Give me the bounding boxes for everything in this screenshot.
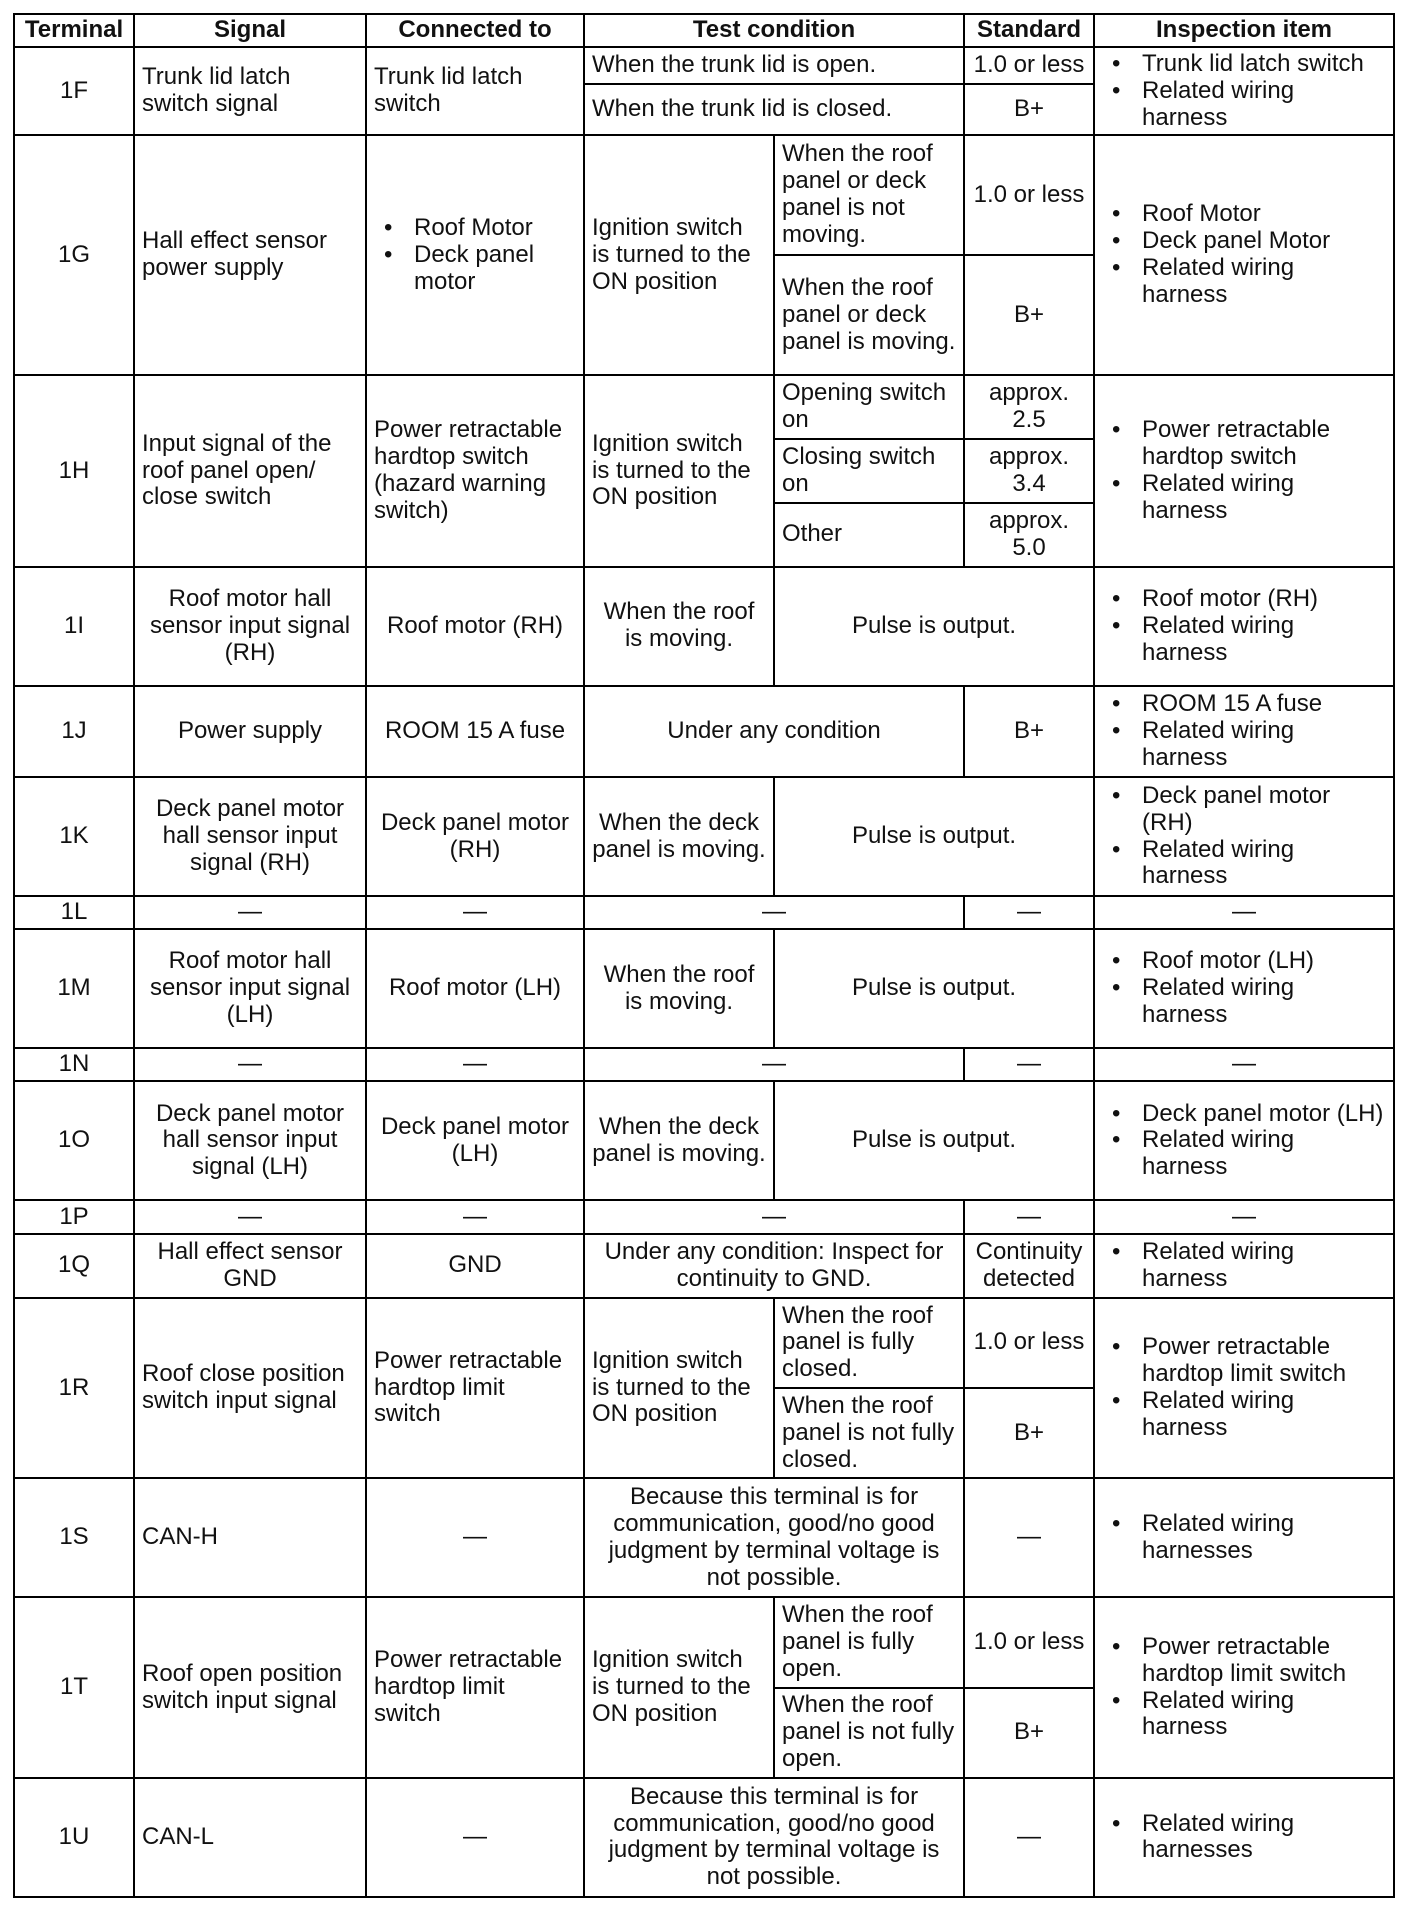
- test-cell: Ignition switch is turned to the ON position: [584, 375, 774, 567]
- terminal-cell: 1U: [14, 1778, 134, 1897]
- inspection-cell: [1094, 375, 1394, 567]
- standard-cell: B+: [964, 255, 1094, 375]
- signal-cell: —: [134, 1200, 366, 1233]
- subcondition-cell: When the roof panel is fully closed.: [774, 1298, 964, 1388]
- test-cell: Because this terminal is for communication, good/no good judgment by terminal voltage is not possible.: [584, 1478, 964, 1597]
- header-terminal: Terminal: [14, 14, 134, 47]
- standard-cell: B+: [964, 84, 1094, 136]
- row-1i: [14, 567, 1394, 686]
- inspection-item: • Related wiring harness: [1142, 471, 1386, 525]
- header-test: Test condition: [584, 14, 964, 47]
- standard-cell: Pulse is output.: [774, 1081, 1094, 1200]
- header-standard: Standard: [964, 14, 1094, 47]
- inspection-item: • Related wiring harness: [1142, 613, 1386, 667]
- subcondition-cell: When the roof panel is not fully closed.: [774, 1388, 964, 1478]
- row-1m: [14, 929, 1394, 1048]
- terminal-cell: 1H: [14, 375, 134, 567]
- signal-cell: Power supply: [134, 686, 366, 777]
- connected-cell: ROOM 15 A fuse: [366, 686, 584, 777]
- row-1o: [14, 1081, 1394, 1200]
- standard-cell: Continuity detected: [964, 1234, 1094, 1298]
- row-1f: [14, 47, 1394, 83]
- inspection-item: • Related wiring harness: [1142, 975, 1386, 1029]
- standard-cell: Pulse is output.: [774, 777, 1094, 896]
- connected-cell: Power retractable hardtop limit switch: [366, 1298, 584, 1479]
- test-cell: Under any condition: Inspect for continuity to GND.: [584, 1234, 964, 1298]
- inspection-cell: [1094, 135, 1394, 375]
- condition-cell: When the trunk lid is open.: [584, 47, 964, 83]
- terminal-cell: 1N: [14, 1048, 134, 1081]
- terminal-cell: 1S: [14, 1478, 134, 1597]
- connected-cell: —: [366, 1778, 584, 1897]
- inspection-item: • Power retractable hardtop limit switch: [1142, 1634, 1386, 1688]
- connected-cell: Power retractable hardtop limit switch: [366, 1597, 584, 1778]
- header-signal: Signal: [134, 14, 366, 47]
- inspection-item: • Related wiring harness: [1142, 1688, 1386, 1742]
- signal-cell: Trunk lid latch switch signal: [134, 47, 366, 135]
- signal-cell: Deck panel motor hall sensor input signal (RH): [134, 777, 366, 896]
- terminal-spec-table: [13, 13, 1395, 1898]
- test-cell: —: [584, 1048, 964, 1081]
- row-1t: [14, 1597, 1394, 1687]
- test-cell: Because this terminal is for communication, good/no good judgment by terminal voltage is not possible.: [584, 1778, 964, 1897]
- connected-cell: —: [366, 1048, 584, 1081]
- inspection-item: • Related wiring harness: [1142, 1388, 1386, 1442]
- inspection-item: • Related wiring harnesses: [1142, 1811, 1386, 1865]
- signal-cell: CAN-H: [134, 1478, 366, 1597]
- test-cell: Ignition switch is turned to the ON position: [584, 1597, 774, 1778]
- connected-cell: —: [366, 1478, 584, 1597]
- connected-cell: Power retractable hardtop switch (hazard warning switch): [366, 375, 584, 567]
- terminal-cell: 1R: [14, 1298, 134, 1479]
- test-cell: Under any condition: [584, 686, 964, 777]
- subcondition-cell: When the roof panel is fully open.: [774, 1597, 964, 1687]
- terminal-cell: 1Q: [14, 1234, 134, 1298]
- test-cell: Ignition switch is turned to the ON position: [584, 1298, 774, 1479]
- terminal-cell: 1O: [14, 1081, 134, 1200]
- inspection-cell: [1094, 1298, 1394, 1479]
- terminal-cell: 1L: [14, 896, 134, 929]
- inspection-cell: [1094, 1478, 1394, 1597]
- standard-cell: 1.0 or less: [964, 1597, 1094, 1687]
- terminal-cell: 1P: [14, 1200, 134, 1233]
- subcondition-cell: When the roof panel is not fully open.: [774, 1688, 964, 1778]
- connected-cell: GND: [366, 1234, 584, 1298]
- subcondition-cell: When the roof panel or deck panel is moving.: [774, 255, 964, 375]
- inspection-item: • Deck panel motor (RH): [1142, 783, 1386, 837]
- terminal-cell: 1J: [14, 686, 134, 777]
- inspection-cell: —: [1094, 896, 1394, 929]
- standard-cell: 1.0 or less: [964, 47, 1094, 83]
- inspection-item: • Related wiring harness: [1142, 718, 1386, 772]
- standard-cell: approx. 5.0: [964, 503, 1094, 567]
- signal-cell: Roof close position switch input signal: [134, 1298, 366, 1479]
- inspection-cell: [1094, 929, 1394, 1048]
- header-row: [14, 14, 1394, 47]
- inspection-cell: —: [1094, 1200, 1394, 1233]
- inspection-cell: [1094, 777, 1394, 896]
- row-1s: [14, 1478, 1394, 1597]
- standard-cell: —: [964, 1778, 1094, 1897]
- terminal-cell: 1M: [14, 929, 134, 1048]
- inspection-item: • ROOM 15 A fuse: [1142, 691, 1386, 718]
- signal-cell: Deck panel motor hall sensor input signal (LH): [134, 1081, 366, 1200]
- standard-cell: Pulse is output.: [774, 929, 1094, 1048]
- standard-cell: —: [964, 1048, 1094, 1081]
- inspection-cell: [1094, 47, 1394, 135]
- standard-cell: —: [964, 1200, 1094, 1233]
- inspection-cell: [1094, 1234, 1394, 1298]
- signal-cell: CAN-L: [134, 1778, 366, 1897]
- standard-cell: —: [964, 1478, 1094, 1597]
- terminal-cell: 1F: [14, 47, 134, 135]
- standard-cell: —: [964, 896, 1094, 929]
- test-cell: Ignition switch is turned to the ON position: [584, 135, 774, 375]
- terminal-cell: 1I: [14, 567, 134, 686]
- inspection-item: • Related wiring harness: [1142, 1127, 1386, 1181]
- row-1k: [14, 777, 1394, 896]
- inspection-item: • Roof motor (LH): [1142, 948, 1386, 975]
- subcondition-cell: Other: [774, 503, 964, 567]
- test-cell: When the roof is moving.: [584, 929, 774, 1048]
- test-cell: When the deck panel is moving.: [584, 777, 774, 896]
- row-1j: [14, 686, 1394, 777]
- inspection-item: • Power retractable hardtop limit switch: [1142, 1334, 1386, 1388]
- signal-cell: Roof motor hall sensor input signal (LH): [134, 929, 366, 1048]
- inspection-item: • Related wiring harness: [1142, 255, 1386, 309]
- signal-cell: Input signal of the roof panel open/ close switch: [134, 375, 366, 567]
- connected-cell: Deck panel motor (RH): [366, 777, 584, 896]
- connected-cell: Roof motor (LH): [366, 929, 584, 1048]
- subcondition-cell: Closing switch on: [774, 439, 964, 503]
- standard-cell: 1.0 or less: [964, 135, 1094, 255]
- standard-cell: B+: [964, 1688, 1094, 1778]
- connected-cell: —: [366, 896, 584, 929]
- row-1n: [14, 1048, 1394, 1081]
- row-1g: [14, 135, 1394, 255]
- row-1h: [14, 375, 1394, 439]
- inspection-cell: [1094, 1778, 1394, 1897]
- subcondition-cell: When the roof panel or deck panel is not moving.: [774, 135, 964, 255]
- row-1r: [14, 1298, 1394, 1388]
- condition-cell: When the trunk lid is closed.: [584, 84, 964, 136]
- signal-cell: Hall effect sensor power supply: [134, 135, 366, 375]
- connected-cell: Deck panel motor (LH): [366, 1081, 584, 1200]
- inspection-item: • Related wiring harnesses: [1142, 1511, 1386, 1565]
- signal-cell: —: [134, 896, 366, 929]
- signal-cell: Roof motor hall sensor input signal (RH): [134, 567, 366, 686]
- inspection-cell: [1094, 1597, 1394, 1778]
- row-1u: [14, 1778, 1394, 1897]
- standard-cell: B+: [964, 686, 1094, 777]
- inspection-item: • Deck panel Motor: [1142, 228, 1386, 255]
- subcondition-cell: Opening switch on: [774, 375, 964, 439]
- test-cell: —: [584, 896, 964, 929]
- standard-cell: approx. 3.4: [964, 439, 1094, 503]
- connected-item: • Deck panel motor: [414, 242, 576, 296]
- connected-item: • Roof Motor: [414, 215, 576, 242]
- connected-cell: —: [366, 1200, 584, 1233]
- terminal-cell: 1K: [14, 777, 134, 896]
- standard-cell: approx. 2.5: [964, 375, 1094, 439]
- connected-cell: Trunk lid latch switch: [366, 47, 584, 135]
- standard-cell: B+: [964, 1388, 1094, 1478]
- row-1p: [14, 1200, 1394, 1233]
- header-connected: Connected to: [366, 14, 584, 47]
- row-1l: [14, 896, 1394, 929]
- inspection-cell: [1094, 567, 1394, 686]
- test-cell: When the deck panel is moving.: [584, 1081, 774, 1200]
- connected-cell: [366, 135, 584, 375]
- signal-cell: Roof open position switch input signal: [134, 1597, 366, 1778]
- inspection-item: • Related wiring harness: [1142, 78, 1386, 132]
- inspection-item: • Power retractable hardtop switch: [1142, 417, 1386, 471]
- terminal-cell: 1T: [14, 1597, 134, 1778]
- row-1q: [14, 1234, 1394, 1298]
- inspection-item: • Related wiring harness: [1142, 837, 1386, 891]
- inspection-item: • Deck panel motor (LH): [1142, 1101, 1386, 1128]
- inspection-item: • Related wiring harness: [1142, 1239, 1386, 1293]
- test-cell: When the roof is moving.: [584, 567, 774, 686]
- header-inspection: Inspection item: [1094, 14, 1394, 47]
- standard-cell: Pulse is output.: [774, 567, 1094, 686]
- connected-cell: Roof motor (RH): [366, 567, 584, 686]
- inspection-item: • Roof Motor: [1142, 201, 1386, 228]
- inspection-cell: —: [1094, 1048, 1394, 1081]
- standard-cell: 1.0 or less: [964, 1298, 1094, 1388]
- inspection-cell: [1094, 686, 1394, 777]
- inspection-item: • Trunk lid latch switch: [1142, 51, 1386, 78]
- signal-cell: —: [134, 1048, 366, 1081]
- test-cell: —: [584, 1200, 964, 1233]
- inspection-cell: [1094, 1081, 1394, 1200]
- signal-cell: Hall effect sensor GND: [134, 1234, 366, 1298]
- terminal-cell: 1G: [14, 135, 134, 375]
- inspection-item: • Roof motor (RH): [1142, 586, 1386, 613]
